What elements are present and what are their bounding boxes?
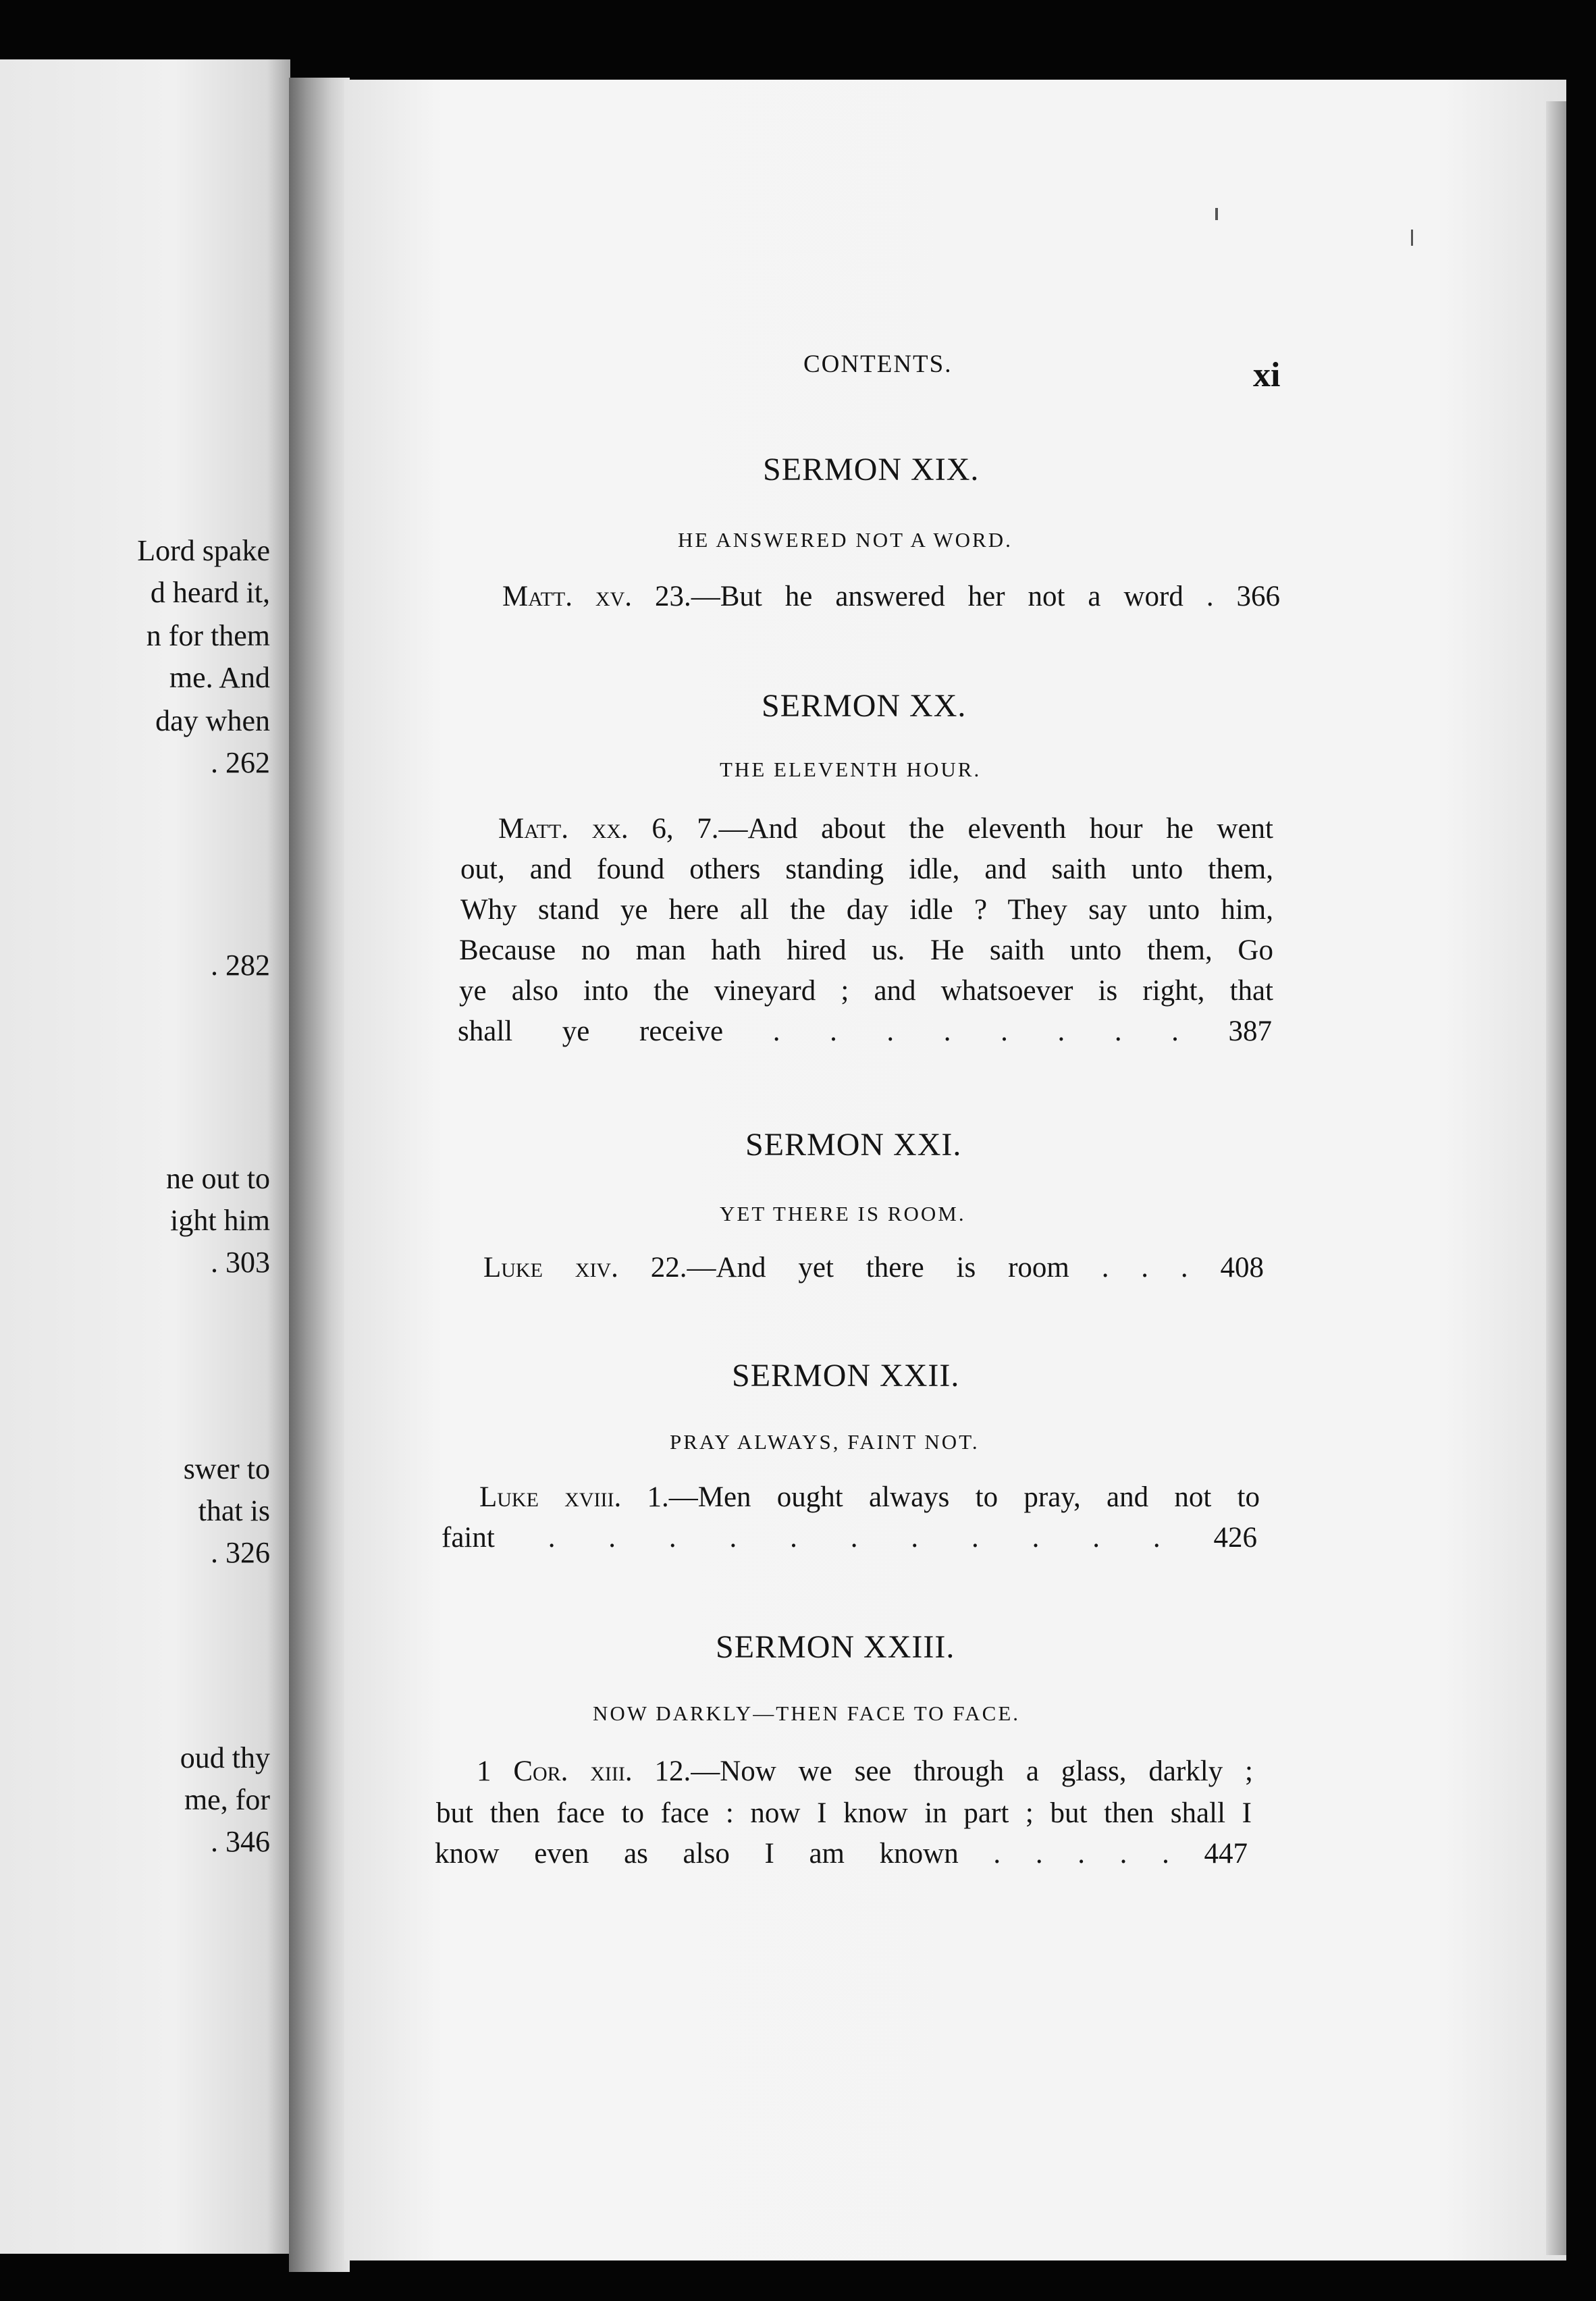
- sermon-subtitle: HE ANSWERED NOT A WORD.: [678, 528, 1013, 552]
- page-edge: [1546, 101, 1566, 2255]
- dot-leader: .: [1206, 581, 1214, 612]
- left-page-line: . 346: [211, 1825, 270, 1858]
- left-page-line: . 326: [211, 1536, 270, 1569]
- contents-line: [442, 1523, 1257, 1552]
- entry-text: —And about the eleventh hour he went: [718, 813, 1273, 845]
- left-page-line: ne out to: [166, 1162, 270, 1195]
- left-page-line: . 282: [211, 949, 270, 982]
- dot-leader: . . . . . . . .: [772, 1015, 1179, 1047]
- contents-line: [435, 1839, 1248, 1868]
- dot-leader: . . .: [1101, 1252, 1188, 1284]
- entry-text: faint: [442, 1522, 495, 1554]
- contents-line: [436, 1799, 1252, 1828]
- contents-line: [459, 936, 1273, 965]
- page-ref: 366: [1236, 581, 1281, 612]
- right-page: [344, 80, 1566, 2260]
- entry-text: ye also into the vineyard ; and whatsoever is right, that: [459, 975, 1273, 1007]
- scripture-reference: Luke xiv. 22.: [483, 1252, 687, 1284]
- contents-line: [498, 814, 1273, 843]
- contents-line: [502, 582, 1280, 611]
- page-ref: 408: [1220, 1252, 1265, 1284]
- entry-text: —Now we see through a glass, darkly ;: [691, 1755, 1253, 1787]
- left-page: [0, 59, 290, 2254]
- left-page-line: oud thy: [180, 1741, 270, 1774]
- sermon-title: SERMON XIX.: [763, 452, 980, 487]
- left-page-line: me. And: [169, 661, 270, 694]
- sermon-subtitle: PRAY ALWAYS, FAINT NOT.: [670, 1430, 980, 1454]
- left-page-line: that is: [198, 1494, 270, 1527]
- sermon-title: SERMON XXII.: [732, 1358, 960, 1394]
- scripture-reference: Luke xviii. 1.: [479, 1481, 669, 1513]
- dot-leader: . . . . . . . . . . .: [548, 1522, 1161, 1554]
- page-ref: 426: [1213, 1522, 1258, 1554]
- contents-line: [460, 895, 1273, 924]
- contents-line: [460, 855, 1273, 884]
- page-ref: 387: [1228, 1015, 1273, 1047]
- dot-leader: . . . . .: [993, 1838, 1169, 1870]
- sermon-title: SERMON XX.: [762, 688, 967, 724]
- sermon-title: SERMON XXI.: [745, 1127, 962, 1163]
- left-page-line: me, for: [184, 1783, 270, 1816]
- sermon-subtitle: YET THERE IS ROOM.: [720, 1202, 966, 1225]
- left-page-line: ight him: [170, 1204, 270, 1237]
- running-head: CONTENTS.: [803, 350, 953, 378]
- entry-text: Because no man hath hired us. He saith unto them, Go: [459, 934, 1273, 966]
- book-gutter: [289, 78, 350, 2272]
- entry-text: know even as also I am known: [435, 1838, 959, 1870]
- left-page-line: d heard it,: [150, 576, 270, 609]
- page-number: xi: [1253, 356, 1281, 394]
- left-page-line: swer to: [183, 1452, 270, 1485]
- page-ref: 447: [1204, 1838, 1248, 1870]
- contents-line: [483, 1253, 1264, 1282]
- left-page-line: Lord spake: [137, 534, 270, 567]
- entry-text: Why stand ye here all the day idle ? They say unto him,: [460, 894, 1273, 926]
- contents-line: [477, 1757, 1253, 1786]
- scripture-reference: 1 Cor. xiii. 12.: [477, 1755, 691, 1787]
- sermon-subtitle: NOW DARKLY—THEN FACE TO FACE.: [593, 1701, 1021, 1725]
- sermon-subtitle: THE ELEVENTH HOUR.: [720, 758, 982, 781]
- entry-text: —Men ought always to pray, and not to: [668, 1481, 1260, 1513]
- left-page-line: n for them: [146, 619, 270, 652]
- sermon-title: SERMON XXIII.: [716, 1629, 955, 1665]
- scripture-reference: Matt. xv. 23.: [502, 581, 691, 612]
- scripture-reference: Matt. xx. 6, 7.: [498, 813, 719, 845]
- left-page-line: day when: [155, 704, 270, 737]
- left-page-line: . 303: [211, 1246, 270, 1279]
- entry-text: but then face to face : now I know in part ; but then shall I: [436, 1797, 1252, 1829]
- left-page-line: . 262: [211, 746, 270, 779]
- entry-text: out, and found others standing idle, and saith unto them,: [460, 853, 1273, 885]
- contents-line: [479, 1483, 1260, 1512]
- contents-line: [458, 1017, 1272, 1046]
- contents-line: [459, 976, 1273, 1005]
- entry-text: —But he answered her not a word: [691, 581, 1183, 612]
- scan-speck: [1215, 208, 1218, 220]
- scan-speck: [1411, 230, 1413, 246]
- entry-text: —And yet there is room: [687, 1252, 1069, 1284]
- entry-text: shall ye receive: [458, 1015, 724, 1047]
